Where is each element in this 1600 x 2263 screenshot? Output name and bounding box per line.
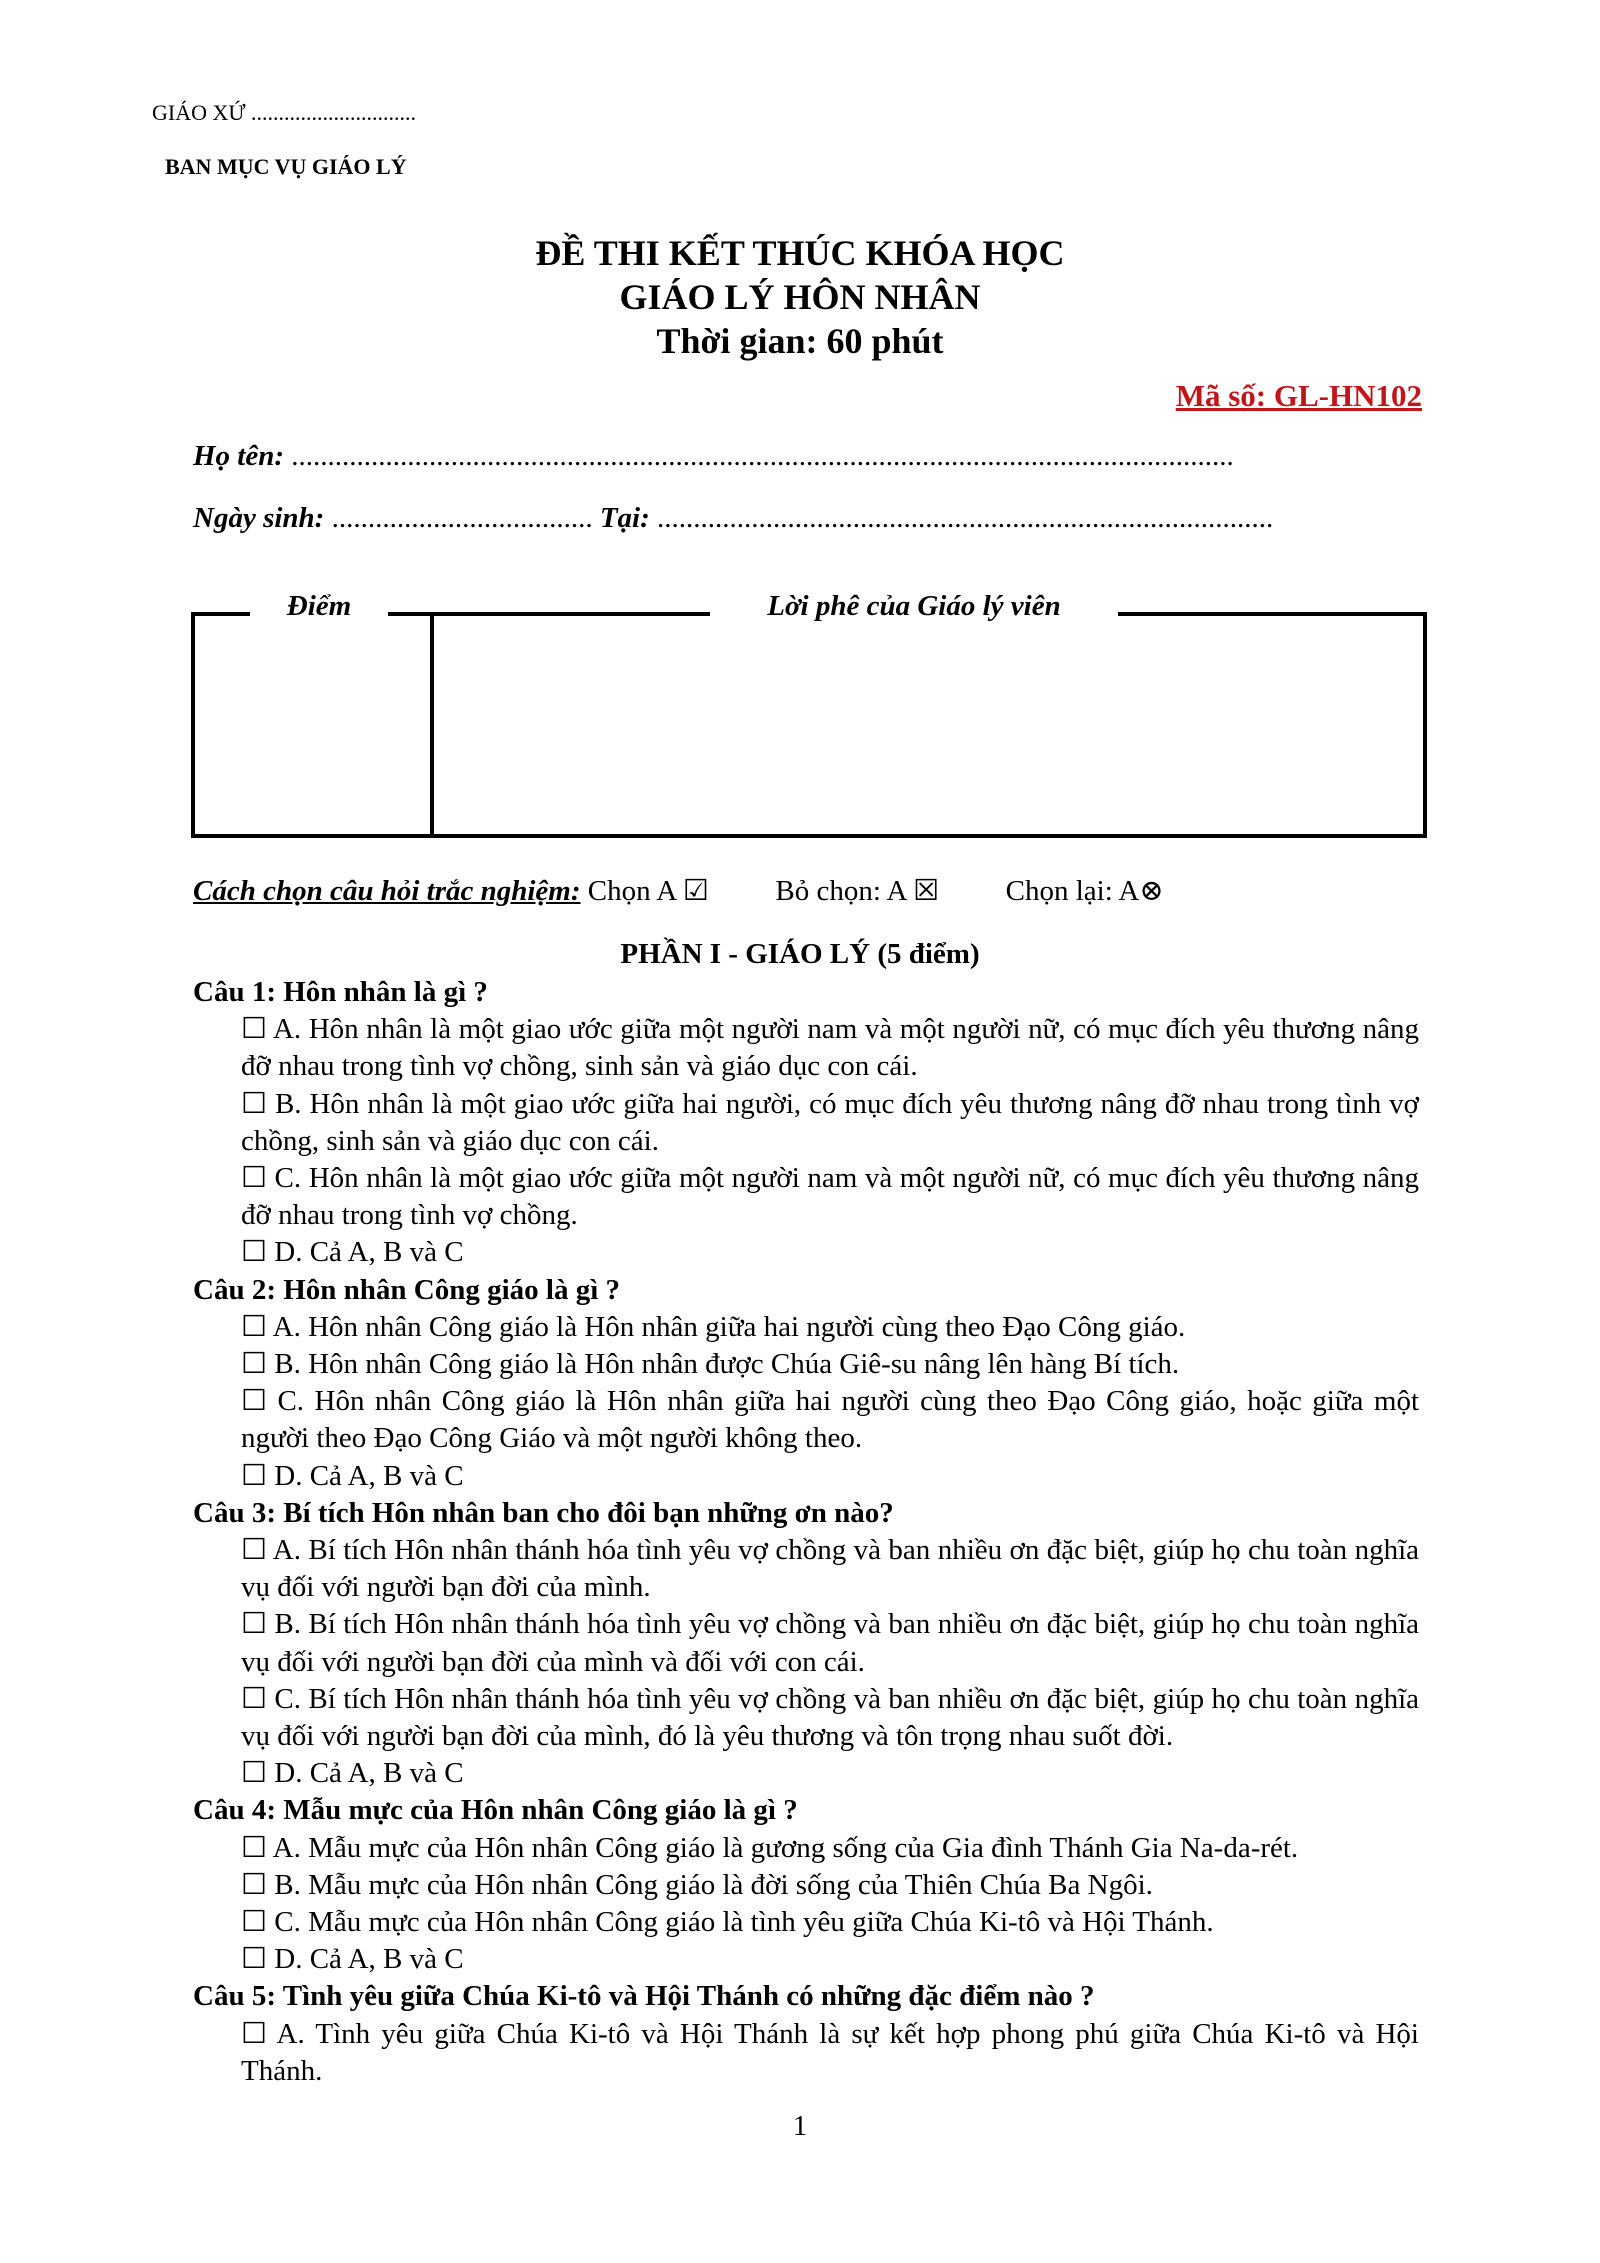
answer-option[interactable]: ☐ C. Hôn nhân Công giáo là Hôn nhân giữa hai người cùng theo Đạo Công giáo, hoặc giữa một người theo Đạo Công Giáo và một người không theo. xyxy=(241,1385,1419,1455)
answer-option[interactable]: ☐ A. Mẫu mực của Hôn nhân Công giáo là gương sống của Gia đình Thánh Gia Na-da-rét. xyxy=(241,1831,1299,1864)
answer-option[interactable]: ☐ A. Tình yêu giữa Chúa Ki-tô và Hội Thánh là sự kết hợp phong phú giữa Chúa Ki-tô và Hội Thánh. xyxy=(241,2017,1419,2087)
question-block xyxy=(193,1978,1419,2090)
instruction-choose: Chọn A ☑ xyxy=(587,875,709,907)
birth-field xyxy=(193,502,1413,535)
answer-option[interactable]: ☐ C. Mẫu mực của Hôn nhân Công giáo là tình yêu giữa Chúa Ki-tô và Hội Thánh. xyxy=(241,1906,1214,1939)
page-number: 1 xyxy=(792,2110,808,2142)
grade-box-divider xyxy=(430,612,434,834)
parish-line: GIÁO XỨ .............................. xyxy=(152,100,416,125)
question-block xyxy=(193,1495,1419,1793)
instruction-unselect: Bỏ chọn: A ☒ xyxy=(775,875,940,907)
question-text: Câu 2: Hôn nhân Công giáo là gì ? xyxy=(193,1273,621,1306)
question-list xyxy=(193,974,1419,2090)
name-label: Họ tên: xyxy=(193,440,285,472)
catechism-board: BAN MỤC VỤ GIÁO LÝ xyxy=(165,154,407,179)
question-text: Câu 5: Tình yêu giữa Chúa Ki-tô và Hội Thánh có những đặc điểm nào ? xyxy=(193,1980,1095,2013)
score-label: Điểm xyxy=(250,590,388,623)
birth-blank: .................................... xyxy=(331,502,593,534)
grade-box xyxy=(191,612,1427,838)
answer-option[interactable]: ☐ D. Cả A, B và C xyxy=(241,1236,464,1269)
question-text: Câu 4: Mẫu mực của Hôn nhân Công giáo là gì ? xyxy=(193,1794,798,1827)
question-block xyxy=(193,974,1419,1272)
answer-option[interactable]: ☐ C. Hôn nhân là một giao ước giữa một người nam và một người nữ, có mục đích yêu thương nâng đỡ nhau trong tình vợ chồng. xyxy=(241,1162,1419,1232)
section-title: PHẦN I - GIÁO LÝ (5 điểm) xyxy=(620,938,980,970)
exam-code: Mã số: GL-HN102 xyxy=(1175,378,1422,413)
name-field xyxy=(193,440,1413,473)
answer-option[interactable]: ☐ D. Cả A, B và C xyxy=(241,1459,464,1492)
instructions-label: Cách chọn câu hỏi trắc nghiệm: xyxy=(193,875,581,907)
exam-title-line1: ĐỀ THI KẾT THÚC KHÓA HỌC xyxy=(535,233,1065,273)
answer-option[interactable]: ☐ C. Bí tích Hôn nhân thánh hóa tình yêu vợ chồng và ban nhiều ơn đặc biệt, giúp họ chu toàn nghĩa vụ đối với người bạn đời của mình, đó là yêu thương và tôn trọng nhau suốt đời. xyxy=(241,1682,1419,1753)
place-blank: ..................................................................................... xyxy=(657,502,1274,534)
answer-option[interactable]: ☐ A. Hôn nhân là một giao ước giữa một người nam và một người nữ, có mục đích yêu thương nâng đỡ nhau trong tình vợ chồng, sinh sản và giáo dục con cái. xyxy=(241,1013,1419,1083)
instruction-reselect: Chọn lại: A⊗ xyxy=(1005,875,1164,907)
answer-option[interactable]: ☐ B. Hôn nhân Công giáo là Hôn nhân được Chúa Giê-su nâng lên hàng Bí tích. xyxy=(241,1348,1180,1381)
answer-option[interactable]: ☐ D. Cả A, B và C xyxy=(241,1757,464,1790)
exam-title-line2: GIÁO LÝ HÔN NHÂN xyxy=(619,277,981,317)
answer-instructions xyxy=(193,873,1164,908)
question-block xyxy=(193,1272,1419,1495)
answer-option[interactable]: ☐ D. Cả A, B và C xyxy=(241,1943,464,1976)
answer-option[interactable]: ☐ B. Mẫu mực của Hôn nhân Công giáo là đời sống của Thiên Chúa Ba Ngôi. xyxy=(241,1868,1153,1901)
place-label: Tại: xyxy=(599,502,650,534)
question-text: Câu 3: Bí tích Hôn nhân ban cho đôi bạn những ơn nào? xyxy=(193,1496,894,1529)
birth-label: Ngày sinh: xyxy=(193,502,325,534)
question-block xyxy=(193,1792,1419,1978)
exam-duration: Thời gian: 60 phút xyxy=(656,321,944,361)
answer-option[interactable]: ☐ A. Bí tích Hôn nhân thánh hóa tình yêu vợ chồng và ban nhiều ơn đặc biệt, giúp họ chu toàn nghĩa vụ đối với người bạn đời của mình. xyxy=(241,1534,1419,1604)
answer-option[interactable]: ☐ A. Hôn nhân Công giáo là Hôn nhân giữa hai người cùng theo Đạo Công giáo. xyxy=(241,1310,1186,1343)
name-blank: .................................................................................................................................. xyxy=(291,440,1234,472)
question-text: Câu 1: Hôn nhân là gì ? xyxy=(193,976,488,1008)
answer-option[interactable]: ☐ B. Bí tích Hôn nhân thánh hóa tình yêu vợ chồng và ban nhiều ơn đặc biệt, giúp họ chu toàn nghĩa vụ đối với người bạn đời của mình và đối với con cái. xyxy=(241,1608,1419,1678)
answer-option[interactable]: ☐ B. Hôn nhân là một giao ước giữa hai người, có mục đích yêu thương nâng đỡ nhau trong tình vợ chồng, sinh sản và giáo dục con cái. xyxy=(241,1087,1419,1157)
comment-label: Lời phê của Giáo lý viên xyxy=(710,590,1118,623)
